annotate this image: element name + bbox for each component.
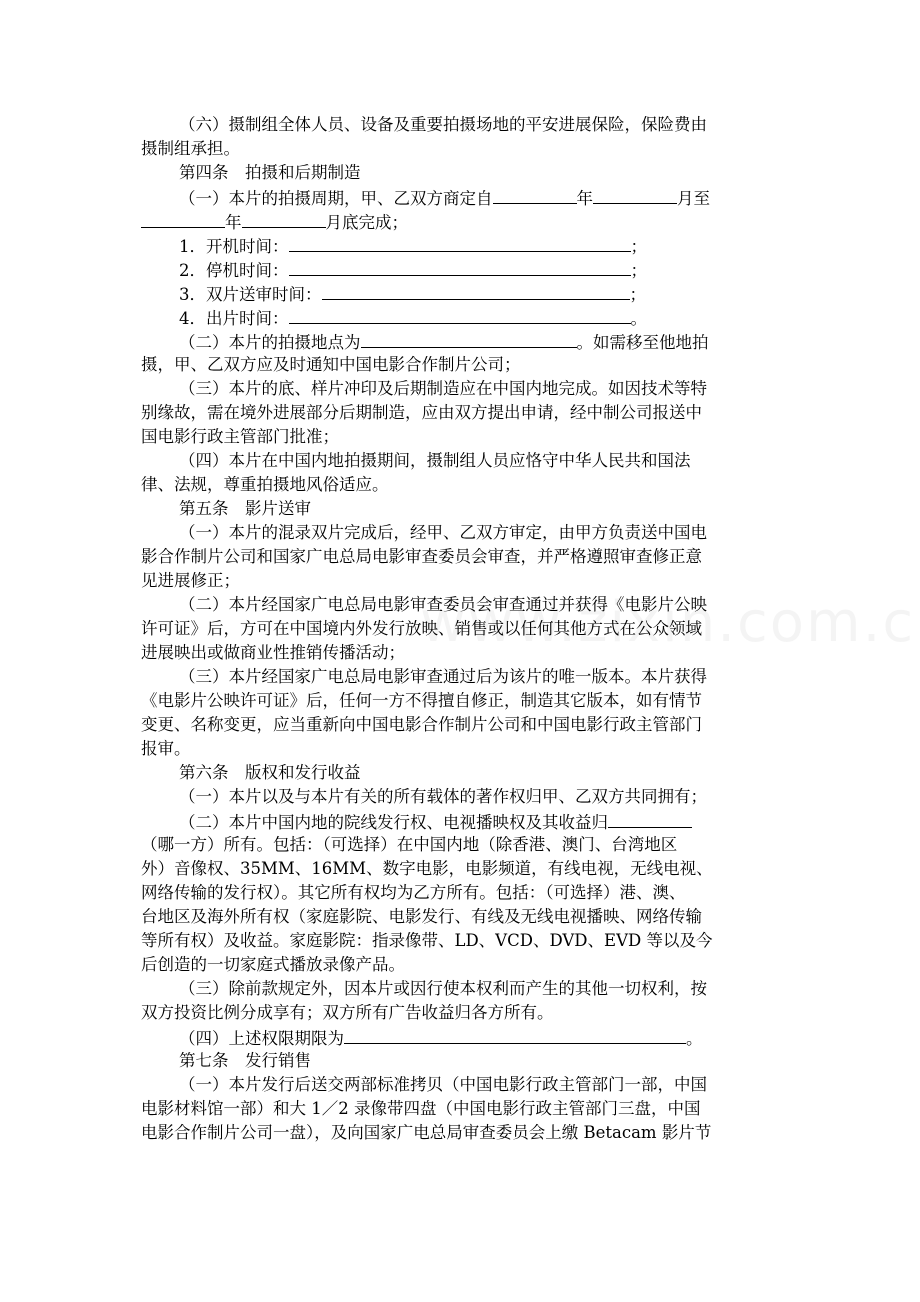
text-line: 别缘故，需在境外进展部分后期制造，应由双方提出申请，经中制公司报送中 bbox=[141, 403, 702, 422]
text-segment: 4．出片时间： bbox=[179, 309, 289, 328]
text-line bbox=[141, 209, 408, 233]
text-line: （三）本片的底、样片冲印及后期制造应在中国内地完成。如因技术等特 bbox=[179, 379, 707, 398]
blank-field bbox=[289, 257, 631, 276]
blank-field bbox=[322, 281, 630, 300]
text-line bbox=[179, 257, 647, 281]
text-line: 等所有权）及收益。家庭影院：指录像带、LD、VCD、DVD、EVD 等以及今 bbox=[141, 931, 713, 950]
text-line: （一）本片以及与本片有关的所有载体的著作权归甲、乙双方共同拥有； bbox=[179, 787, 707, 806]
text-segment: （二）本片的拍摄地点为 bbox=[179, 333, 361, 352]
text-line: 报审。 bbox=[141, 739, 191, 758]
text-segment: 。 bbox=[686, 1029, 703, 1048]
text-segment: 1．开机时间： bbox=[179, 237, 289, 256]
text-line: （一）本片的混录双片完成后，经甲、乙双方审定，由甲方负责送中国电 bbox=[179, 523, 707, 542]
text-segment: （四）上述权限期限为 bbox=[179, 1029, 344, 1048]
text-segment: 年 bbox=[576, 189, 593, 208]
text-segment: 。 bbox=[630, 309, 647, 328]
text-segment: ； bbox=[630, 237, 647, 256]
text-line bbox=[179, 281, 646, 305]
text-line: 电影材料馆一部）和大 1／2 录像带四盘（中国电影行政主管部门三盘，中国 bbox=[141, 1099, 701, 1118]
text-line: （三）除前款规定外，因本片或因行使本权利而产生的其他一切权利，按 bbox=[179, 979, 707, 998]
text-line: （三）本片经国家广电总局电影审查通过后为该片的唯一版本。本片获得 bbox=[179, 667, 707, 686]
text-line: 变更、名称变更，应当重新向中国电影合作制片公司和中国电影行政主管部门 bbox=[141, 715, 702, 734]
blank-field bbox=[593, 185, 677, 204]
text-segment: 。如需移至他地拍 bbox=[576, 333, 709, 352]
text-line bbox=[179, 305, 647, 329]
blank-field bbox=[608, 809, 692, 828]
blank-field bbox=[141, 209, 225, 228]
text-line: 台地区及海外所有权（家庭影院、电影发行、有线及无线电视播映、网络传输 bbox=[141, 907, 702, 926]
text-line: 《电影片公映许可证》后，任何一方不得擅自修正，制造其它版本，如有情节 bbox=[141, 691, 702, 710]
text-line: 国电影行政主管部门批准； bbox=[141, 427, 339, 446]
text-line: 进展映出或做商业性推销传播活动； bbox=[141, 643, 405, 662]
text-segment: （二）本片中国内地的院线发行权、电视播映权及其收益归 bbox=[179, 813, 608, 832]
text-line: （四）本片在中国内地拍摄期间，摄制组人员应恪守中华人民共和国法 bbox=[179, 451, 691, 470]
text-line: 后创造的一切家庭式播放录像产品。 bbox=[141, 955, 405, 974]
blank-field bbox=[242, 209, 326, 228]
section-heading: 第六条 版权和发行收益 bbox=[179, 763, 361, 782]
blank-field bbox=[289, 233, 631, 252]
text-segment: 月底完成； bbox=[325, 213, 408, 232]
text-line bbox=[179, 1025, 703, 1049]
text-segment: ； bbox=[629, 285, 646, 304]
text-line: 摄制组承担。 bbox=[141, 139, 240, 158]
text-line: 双方投资比例分成享有；双方所有广告收益归各方所有。 bbox=[141, 1003, 554, 1022]
text-line bbox=[179, 233, 647, 257]
text-line bbox=[179, 329, 709, 353]
text-line bbox=[179, 185, 710, 209]
text-line: 电影合作制片公司一盘），及向国家广电总局审查委员会上缴 Betacam 影片节 bbox=[141, 1123, 712, 1142]
text-segment: 3．双片送审时间： bbox=[179, 285, 322, 304]
text-line: 影合作制片公司和国家广电总局电影审查委员会审查，并严格遵照审查修正意 bbox=[141, 547, 702, 566]
text-segment: 月至 bbox=[677, 189, 710, 208]
text-line: 网络传输的发行权）。其它所有权均为乙方所有。包括：（可选择）港、澳、 bbox=[141, 883, 686, 902]
text-segment: ； bbox=[630, 261, 647, 280]
blank-field bbox=[289, 305, 631, 324]
text-line: 摄，甲、乙双方应及时通知中国电影合作制片公司； bbox=[141, 355, 521, 374]
text-line: （二）本片经国家广电总局电影审查委员会审查通过并获得《电影片公映 bbox=[179, 595, 707, 614]
text-line: 外）音像权、35MM、16MM、数字电影，电影频道，有线电视，无线电视、 bbox=[141, 859, 713, 878]
section-heading: 第七条 发行销售 bbox=[179, 1051, 311, 1070]
text-segment: （一）本片的拍摄周期，甲、乙双方商定自 bbox=[179, 189, 493, 208]
text-line bbox=[179, 809, 692, 833]
text-line: （一）本片发行后送交两部标准拷贝（中国电影行政主管部门一部，中国 bbox=[179, 1075, 707, 1094]
section-heading: 第四条 拍摄和后期制造 bbox=[179, 163, 361, 182]
section-heading: 第五条 影片送审 bbox=[179, 499, 311, 518]
blank-field bbox=[493, 185, 577, 204]
blank-field bbox=[344, 1025, 686, 1044]
text-line: 见进展修正； bbox=[141, 571, 240, 590]
text-segment: 2．停机时间： bbox=[179, 261, 289, 280]
text-line: 许可证》后，方可在中国境内外发行放映、销售或以任何其他方式在公众领域 bbox=[141, 619, 702, 638]
text-line: （哪一方）所有。包括：（可选择）在中国内地（除香港、澳门、台湾地区 bbox=[141, 835, 678, 854]
text-line: （六）摄制组全体人员、设备及重要拍摄场地的平安进展保险，保险费由 bbox=[179, 115, 707, 134]
text-line: 律、法规，尊重拍摄地风俗适应。 bbox=[141, 475, 389, 494]
blank-field bbox=[361, 329, 577, 348]
text-segment: 年 bbox=[225, 213, 242, 232]
